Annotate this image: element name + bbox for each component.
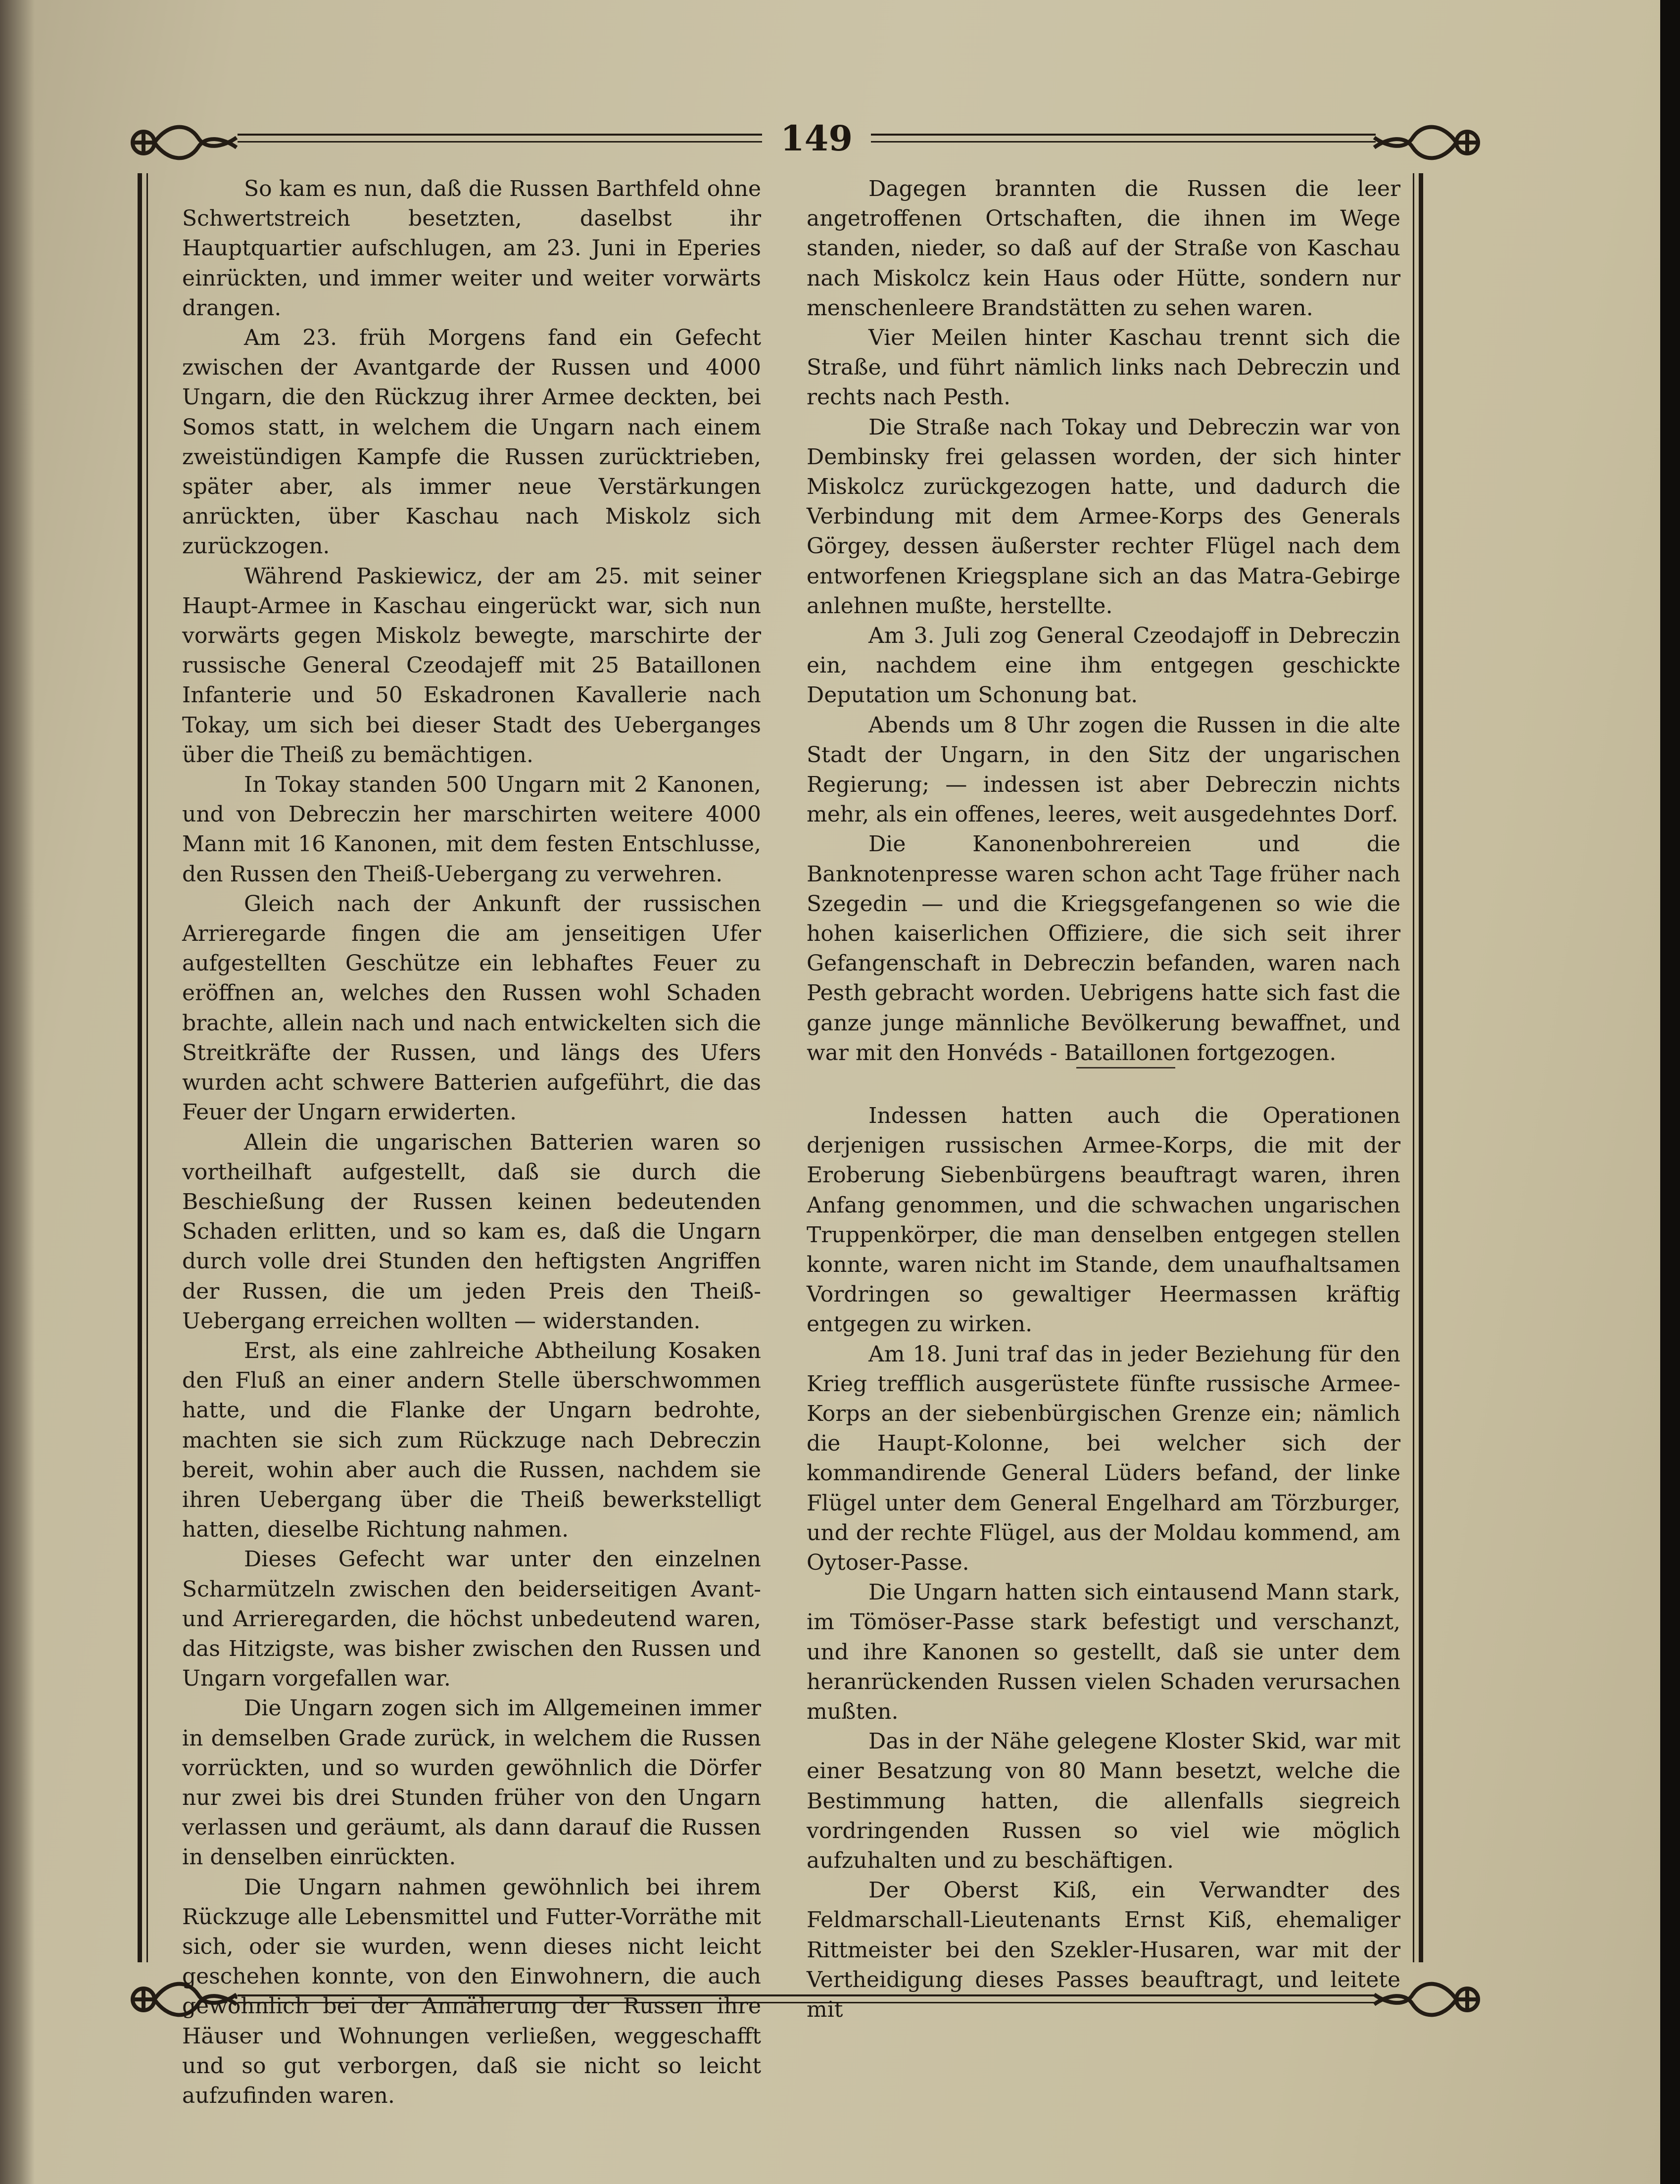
paragraph: Allein die ungarischen Batterien waren so vortheilhaft aufgestellt, daß sie durch die Beschießung der Russen keinen bedeutenden Schaden erlitten, und so kam es, daß die Ungarn durch volle drei Stunden den heftigsten Angriffen der Russen, die um jeden Preis den Theiß-Uebergang erreichen wollten — widerstanden. <box>182 1129 761 1334</box>
paragraph: Die Ungarn nahmen gewöhnlich bei ihrem Rückzuge alle Lebensmittel und Futter-Vorräthe mit sich, oder sie wurden, wenn dieses nicht leicht geschehen konnte, von den Einwohnern, die auch gewöhnlich bei der Annäherung der Russen ihre Häuser und Wohnungen verließen, weggeschafft und so gut verborgen, daß sie nicht so leicht aufzufinden waren. <box>182 1874 761 2108</box>
paragraph: Der Oberst Kiß, ein Verwandter des Feldmarschall-Lieutenants Ernst Kiß, ehemaliger Rittmeister bei den Szekler-Husaren, war mit der Vertheidigung dieses Passes beauftragt, und leitete mit <box>807 1878 1400 2023</box>
header-rule-right-outer <box>871 134 1376 136</box>
paragraph: Am 23. früh Morgens fand ein Gefecht zwischen der Avantgarde der Russen und 4000 Ungarn, die den Rückzug ihrer Armee deckten, bei Somos statt, in welchem die Ungarn nach einem zweistündigen Kampfe die Russen zurücktrieben, später aber, als immer neue Verstärkungen anrückten, über Kaschau nach Miskolz sich zurückzogen. <box>182 325 761 559</box>
page-number: 149 <box>780 118 853 159</box>
paragraph: Das in der Nähe gelegene Kloster Skid, war mit einer Besatzung von 80 Mann besetzt, welche die Bestimmung hatten, die allenfalls siegreich vordringenden Russen so viel wie möglich aufzuhalten und zu beschäftigen. <box>807 1729 1400 1874</box>
scan-edge <box>1660 0 1680 2184</box>
paragraph: Indessen hatten auch die Operationen derjenigen russischen Armee-Korps, die mit der Eroberung Siebenbürgens beauftragt waren, ihren Anfang genommen, und die schwachen ungarischen Truppenkörper, die man denselben entgegen stellen konnte, waren nicht im Stande, dem unaufhaltsamen Vordringen so gewaltiger Heermassen kräftig entgegen zu wirken. <box>807 1103 1400 1337</box>
paragraph: Während Paskiewicz, der am 25. mit seiner Haupt-Armee in Kaschau eingerückt war, sich nun vorwärts gegen Miskolz bewegte, marschirte der russische General Czeodajeff mit 25 Bataillonen Infanterie und 50 Eskadronen Kavallerie nach Tokay, um sich bei dieser Stadt des Ueberganges über die Theiß zu bemächtigen. <box>182 563 761 768</box>
paragraph: Die Ungarn hatten sich eintausend Mann stark, im Tömöser-Passe stark befestigt und verschanzt, und ihre Kanonen so gestellt, daß sie unter dem heranrückenden Russen vielen Schaden verursachen mußten. <box>807 1580 1400 1725</box>
header-rule-left-inner <box>238 141 762 143</box>
paragraph: Am 3. Juli zog General Czeodajoff in Debreczin ein, nachdem eine ihm entgegen geschickte Deputation um Schonung bat. <box>807 623 1400 708</box>
right-column-upper <box>807 174 1400 1068</box>
paragraph: Vier Meilen hinter Kaschau trennt sich die Straße, und führt nämlich links nach Debreczin und rechts nach Pesth. <box>807 325 1400 410</box>
paragraph: Gleich nach der Ankunft der russischen Arrieregarde fingen die am jenseitigen Ufer aufgestellten Geschütze ein lebhaftes Feuer zu eröffnen an, welches den Russen wohl Schaden brachte, allein nach und nach entwickelten sich die Streitkräfte der Russen, und längs des Ufers wurden acht schwere Batterien aufgeführt, die das Feuer der Ungarn erwiderten. <box>182 891 761 1125</box>
paragraph: Die Kanonenbohrereien und die Banknotenpresse waren schon acht Tage früher nach Szegedin — und die Kriegsgefangenen so wie die hohen kaiserlichen Offiziere, die sich seit ihrer Gefangenschaft in Debreczin befanden, waren nach Pesth gebracht worden. Uebrigens hatte sich fast die ganze junge männliche Bevölkerung bewaffnet, und war mit den Honvéds - Bataillonen fortgezogen. <box>807 831 1400 1066</box>
paragraph: So kam es nun, daß die Russen Barthfeld ohne Schwertstreich besetzten, daselbst ihr Hauptquartier aufschlugen, am 23. Juni in Eperies einrückten, und immer weiter und weiter vorwärts drangen. <box>182 176 761 321</box>
paragraph: In Tokay standen 500 Ungarn mit 2 Kanonen, und von Debreczin her marschirten weitere 4000 Mann mit 16 Kanonen, mit dem festen Entschlusse, den Russen den Theiß-Uebergang zu verwehren. <box>182 772 761 887</box>
paragraph: Abends um 8 Uhr zogen die Russen in die alte Stadt der Ungarn, in den Sitz der ungarischen Regierung; — indessen ist aber Debreczin nichts mehr, als ein offenes, leeres, weit ausgedehntes Dorf. <box>807 712 1400 827</box>
page-binding-shadow <box>0 0 35 2184</box>
paragraph: Die Straße nach Tokay und Debreczin war von Dembinsky frei gelassen worden, der sich hinter Miskolcz zurückgezogen hatte, und dadurch die Verbindung mit dem Armee-Korps des Generals Görgey, dessen äußerster rechter Flügel nach dem entworfenen Kriegsplane sich an das Matra-Gebirge anlehnen mußte, herstellte. <box>807 414 1400 619</box>
paragraph: Die Ungarn zogen sich im Allgemeinen immer in demselben Grade zurück, in welchem die Russen vorrückten, und so wurden gewöhnlich die Dörfer nur zwei bis drei Stunden früher von den Ungarn verlassen und geräumt, als dann darauf die Russen in denselben einrückten. <box>182 1696 761 1870</box>
paragraph: Am 18. Juni traf das in jeder Beziehung für den Krieg trefflich ausgerüstete fünfte russische Armee-Korps an der siebenbürgischen Grenze ein; nämlich die Haupt-Kolonne, bei welcher sich der kommandirende General Lüders befand, der linke Flügel unter dem General Engelhard am Törzburger, und der rechte Flügel, aus der Moldau kommend, am Oytoser-Passe. <box>807 1341 1400 1576</box>
paragraph: Dieses Gefecht war unter den einzelnen Scharmützeln zwischen den beiderseitigen Avant- und Arrieregarden, die höchst unbedeutend waren, das Hitzigste, was bisher zwischen den Russen und Ungarn vorgefallen war. <box>182 1547 761 1692</box>
header-rule-right-inner <box>871 141 1376 143</box>
paragraph: Dagegen brannten die Russen die leer angetroffenen Ortschaften, die ihnen im Wege standen, nieder, so daß auf der Straße von Kaschau nach Miskolcz kein Haus oder Hütte, sondern nur menschenleere Brandstätten zu sehen waren. <box>807 176 1400 321</box>
header-rule-left-outer <box>238 134 762 136</box>
floral-corner-ornament-icon <box>124 113 238 172</box>
floral-corner-ornament-icon <box>1373 113 1487 172</box>
left-column <box>182 174 761 2111</box>
section-separator <box>1076 1067 1175 1068</box>
paragraph: Erst, als eine zahlreiche Abtheilung Kosaken den Fluß an einer andern Stelle überschwommen hatte, und die Flanke der Ungarn bedrohte, machten sie sich zum Rückzuge nach Debreczin bereit, wohin aber auch die Russen, nachdem sie ihren Uebergang über die Theiß bewerkstelligt hatten, dieselbe Richtung nahmen. <box>182 1338 761 1543</box>
right-column-lower <box>807 1101 1400 2025</box>
